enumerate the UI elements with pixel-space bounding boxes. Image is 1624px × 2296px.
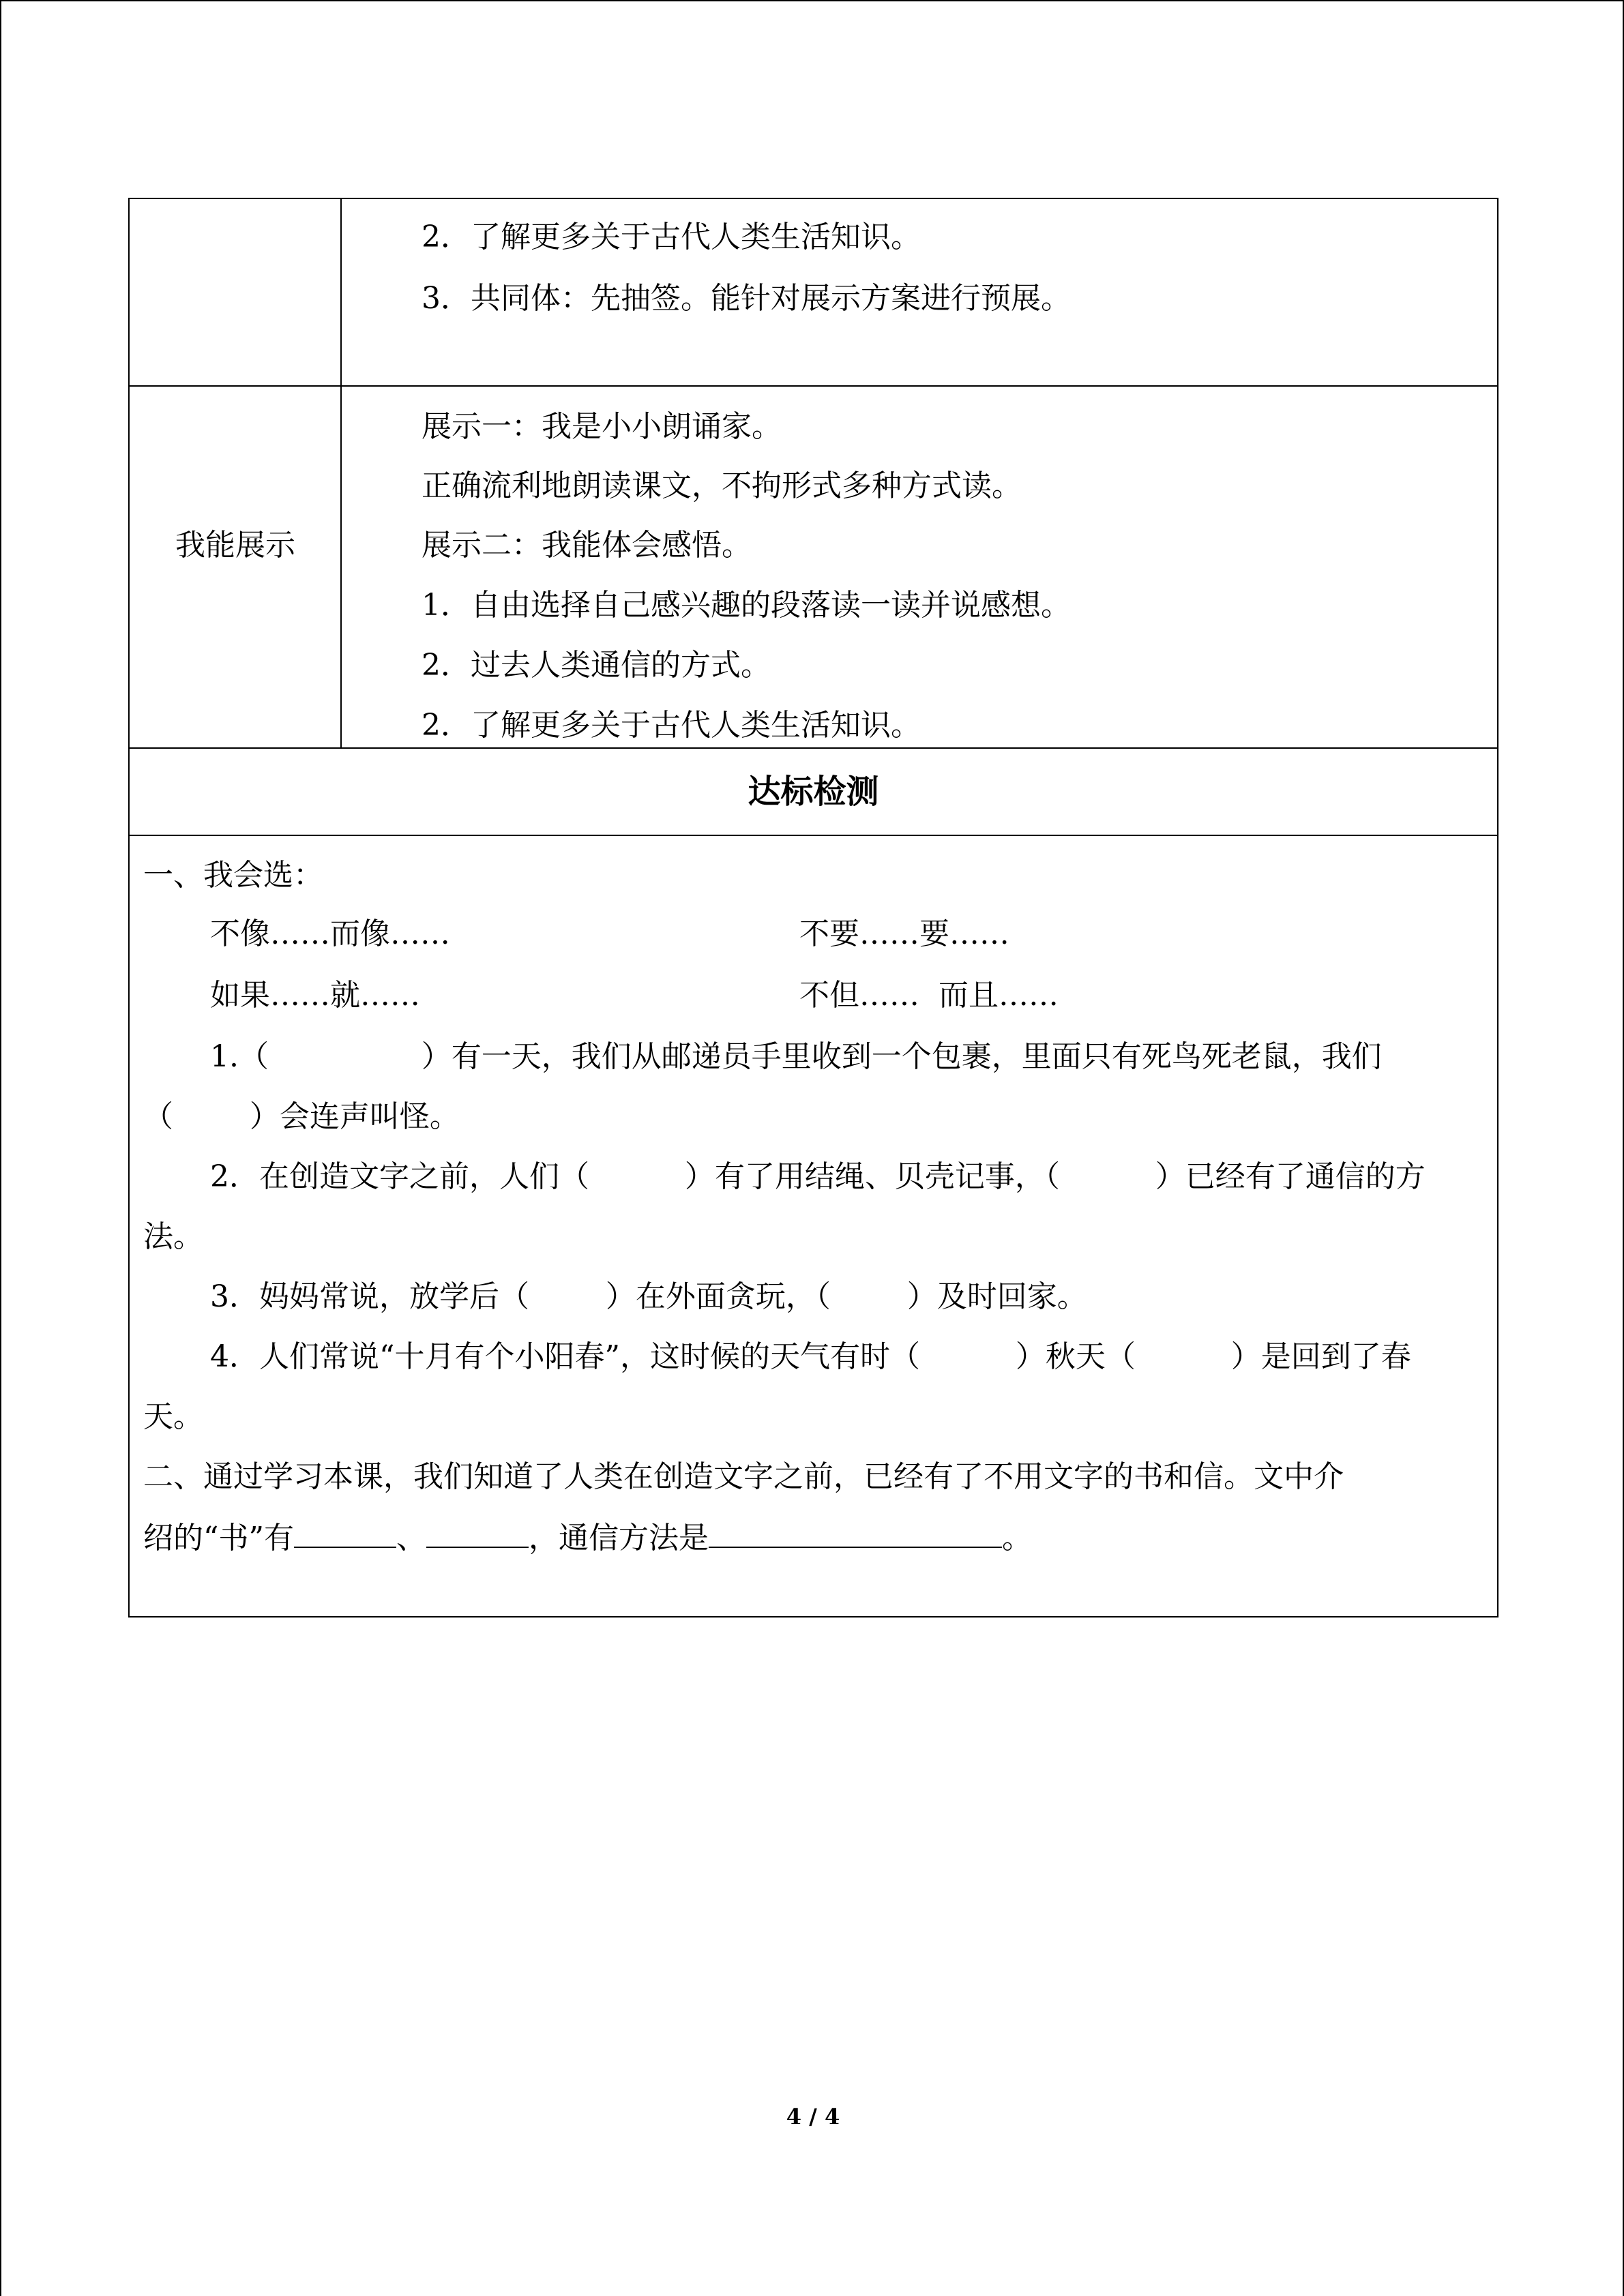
part1-heading: 一、我会选： [143, 858, 323, 893]
show-line-5: 2．过去人类通信的方式。 [422, 648, 771, 683]
answer-blank-3[interactable] [709, 1517, 1002, 1548]
question-1-line-2: （ ）会连声叫怪。 [143, 1099, 460, 1134]
page-number: 4 / 4 [786, 2104, 840, 2130]
column-divider [340, 198, 342, 747]
option-1: 不像……而像…… [210, 916, 450, 951]
show-line-4: 1．自由选择自己感兴趣的段落读一读并说感想。 [422, 588, 1071, 623]
answer-blank-2[interactable] [426, 1517, 529, 1548]
answer-blank-1[interactable] [294, 1517, 396, 1548]
row-divider-3 [128, 835, 1498, 836]
part2-line-2 [143, 1517, 1032, 1559]
show-line-3: 展示二：我能体会感悟。 [422, 528, 752, 563]
top-line-2: 3．共同体：先抽签。能针对展示方案进行预展。 [422, 281, 1071, 316]
row-divider-1 [128, 385, 1498, 387]
question-2-line-1: 2．在创造文字之前，人们（ ）有了用结绳、贝壳记事，（ ）已经有了通信的方 [210, 1159, 1426, 1194]
question-4-line-1: 4．人们常说“十月有个小阳春”，这时候的天气有时（ ）秋天（ ）是回到了春 [210, 1339, 1411, 1374]
part2-end: 。 [1002, 1521, 1032, 1555]
show-line-2: 正确流利地朗读课文，不拘形式多种方式读。 [422, 468, 1022, 503]
part2-middle: ，通信方法是 [529, 1521, 709, 1555]
part2-prefix: 绍的“书”有 [143, 1521, 294, 1555]
option-3: 如果……就…… [210, 978, 420, 1013]
question-4-line-2: 天。 [143, 1399, 203, 1434]
option-2: 不要……要…… [799, 916, 1009, 951]
question-3-line-1: 3．妈妈常说，放学后（ ）在外面贪玩，（ ）及时回家。 [210, 1279, 1087, 1314]
show-line-6: 2．了解更多关于古代人类生活知识。 [422, 708, 921, 743]
show-section-label: 我能展示 [175, 528, 295, 563]
part2-separator: 、 [396, 1521, 426, 1555]
row-divider-2 [128, 747, 1498, 749]
show-line-1: 展示一：我是小小朗诵家。 [422, 409, 782, 444]
option-4: 不但…… 而且…… [799, 978, 1059, 1013]
part2-line-1: 二、通过学习本课，我们知道了人类在创造文字之前，已经有了不用文字的书和信。文中介 [143, 1459, 1344, 1494]
question-2-line-2: 法。 [143, 1219, 203, 1254]
question-1-line-1: 1.（ ）有一天，我们从邮递员手里收到一个包裹，里面只有死鸟死老鼠，我们 [210, 1039, 1382, 1074]
lesson-table [128, 198, 1498, 1617]
test-section-title: 达标检测 [748, 773, 879, 811]
top-line-1: 2．了解更多关于古代人类生活知识。 [422, 220, 921, 254]
